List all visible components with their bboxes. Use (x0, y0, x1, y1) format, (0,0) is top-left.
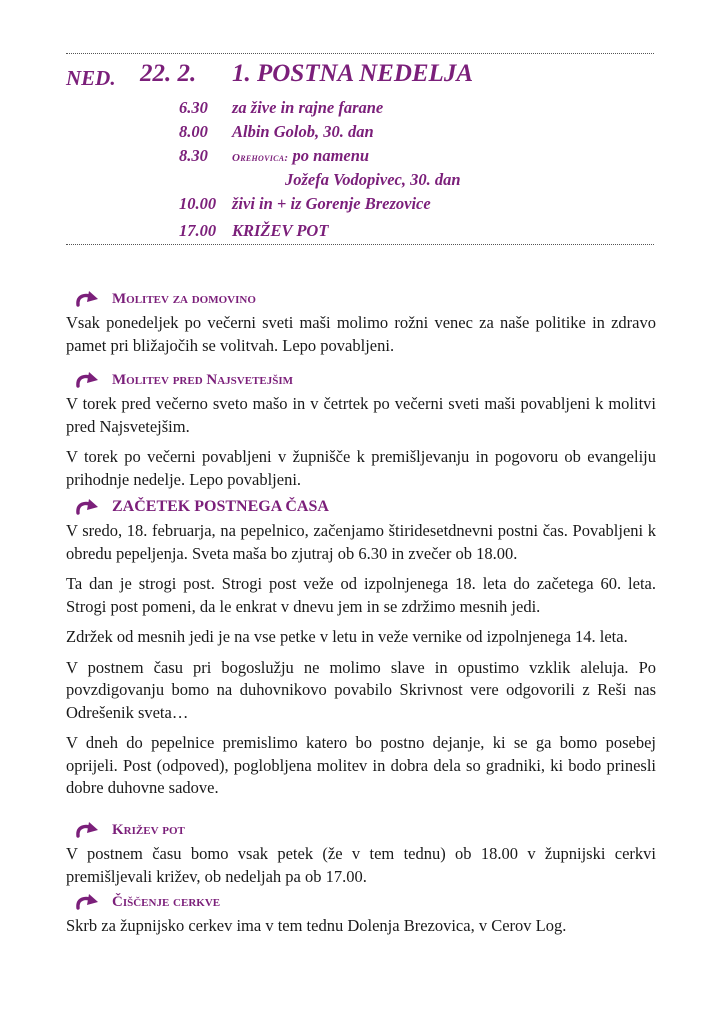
curved-arrow-icon (74, 370, 100, 390)
mass-intention: KRIŽEV POT (232, 221, 329, 240)
section-title: Molitev za domovino (112, 291, 256, 307)
curved-arrow-icon (74, 497, 100, 517)
paragraph: V torek po večerni povabljeni v župnišče k premišljevanju in pogovoru ob evangeliju prihodnje nedelje. Lepo povabljeni. (66, 447, 656, 489)
mass-row (179, 221, 659, 245)
section-heading (66, 891, 656, 915)
section-heading (66, 369, 656, 393)
day-label: NED. (66, 66, 116, 90)
paragraph: Skrb za župnijsko cerkev ima v tem tednu Dolenja Brezovica, v Cerov Log. (66, 916, 567, 935)
mass-time: 8.00 (179, 122, 208, 141)
mass-intention: Albin Golob, 30. dan (232, 122, 374, 141)
bottom-divider (66, 244, 654, 245)
announcement-section (66, 891, 656, 938)
date-label: 22. 2. (140, 60, 197, 87)
section-heading (66, 819, 656, 843)
section-title: Molitev pred Najsvetejšim (112, 372, 294, 388)
mass-row (179, 170, 659, 194)
mass-intention: po namenu (292, 146, 370, 165)
curved-arrow-icon (74, 892, 100, 912)
section-title: Križev pot (112, 822, 185, 838)
paragraph: Ta dan je strogi post. Strogi post veže od izpolnjenega 18. leta do začetega 60. leta. Strogi post pomeni, da le enkrat v dnevu jem in se zdržimo mesnih jedi. (66, 574, 656, 616)
announcement-section (66, 369, 656, 491)
mass-time: 6.30 (179, 98, 208, 117)
announcement-section (66, 819, 656, 888)
mass-row (179, 194, 659, 218)
section-heading (66, 496, 656, 520)
paragraph: Vsak ponedeljek po večerni sveti maši molimo rožni venec za naše politike in zdravo pamet pri bližajočih se volitvah. Lepo povabljeni. (66, 313, 656, 355)
paragraph: V sredo, 18. februarja, na pepelnico, začenjamo štiridesetdnevni postni čas. Povabljeni k obredu pepeljenja. Sveta maša bo zjutraj ob 6.30 in zvečer ob 18.00. (66, 521, 656, 563)
paragraph: Zdržek od mesnih jedi je na vse petke v letu in veže vernike od izpolnjenega 14. leta. (66, 627, 628, 646)
paragraph: V postnem času pri bogoslužju ne molimo slave in opustimo vzklik aleluja. Po povzdigovanju bomo na duhovnikovo povabilo Skrivnost vere odgovorili z Reši nas Odrešenik sveta… (66, 657, 656, 722)
mass-location: Orehovica: (232, 152, 289, 164)
announcement-section (66, 288, 656, 357)
mass-intention: za žive in rajne farane (232, 98, 384, 117)
mass-intention: Jožefa Vodopivec, 30. dan (285, 170, 461, 189)
mass-row (179, 146, 659, 170)
curved-arrow-icon (74, 820, 100, 840)
mass-intention: živi in + iz Gorenje Brezovice (232, 194, 431, 213)
section-title: Čiščenje cerkve (112, 894, 221, 910)
section-heading (66, 288, 656, 312)
mass-time: 17.00 (179, 221, 217, 240)
section-title: ZAČETEK POSTNEGA ČASA (112, 498, 329, 515)
mass-intention-with-location (232, 146, 369, 166)
mass-time: 8.30 (179, 146, 208, 165)
mass-row (179, 122, 659, 146)
announcement-section (66, 496, 656, 800)
top-divider (66, 53, 654, 54)
mass-row (179, 98, 659, 122)
paragraph: V postnem času bomo vsak petek (že v tem tednu) ob 18.00 v župnijski cerkvi premišljevali križev, ob nedeljah pa ob 17.00. (66, 844, 656, 886)
paragraph: V torek pred večerno sveto mašo in v četrtek po večerni sveti maši povabljeni k molitvi pred Najsvetejšim. (66, 394, 656, 436)
curved-arrow-icon (74, 289, 100, 309)
mass-time: 10.00 (179, 194, 217, 213)
paragraph: V dneh do pepelnice premislimo katero bo postno dejanje, ki se ga bomo posebej oprijeli. Post (odpoved), poglobljena molitev in dobra dela so gradniki, ki bodo prinesli dobre duhovne sadove. (66, 733, 656, 797)
feast-title: 1. POSTNA NEDELJA (232, 60, 474, 87)
